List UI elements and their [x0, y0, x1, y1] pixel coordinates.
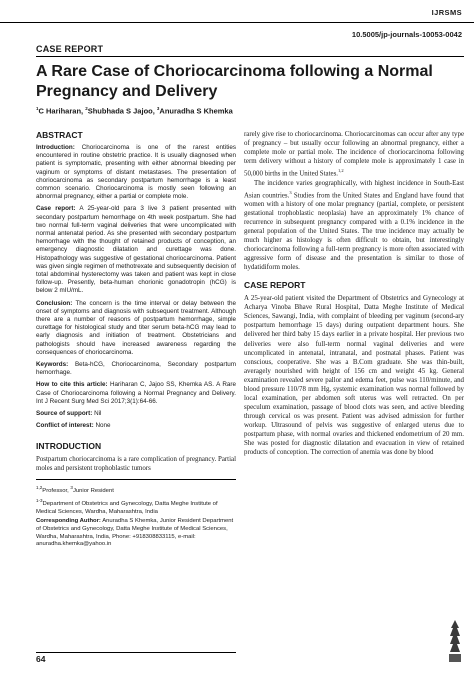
case-report-heading: CASE REPORT: [244, 280, 306, 291]
footnote-department: $^{1-3}$Department of Obstetrics and Gynecology, Datta Meghe Institute of Medical Sciences, Wardha, Maharashtra, India: [36, 498, 218, 515]
abstract-case-report: Case report: A 25-year-old para 3 live 3 patient presented with secondary postpartum hemorrhage on 4th week postpartum. She had two normal full-term vaginal deliveries that were uncomplicated with normal antenatal period. As she presented with secondary postpartum hemorrhage with the thought of retained products of conception, an emergency diagnostic dilatation and curettage was done. Histopathology was suggestive of gestational choriocarcinoma. Patient was given single regimen of methotrexate and subsequently decision of total abdominal hysterectomy was taken and patient was kept in close follow-up. Presently, beta-human chorionic gonadotropin (hCG) is below 2 mIU/mL.: [36, 205, 236, 295]
abstract-conclusion: Conclusion: The concern is the time interval or delay between the onset of symptoms and diagnosis with subsequent treatment. Although there are a number of reasons of postpartum hemorrhage, simple curettage for histological study and titer serum beta-hCG may lead to early diagnosis and initiation of treatment. Obstetricians and pathologists should have increased awareness regarding the consequences of choriocarcinoma.: [36, 299, 236, 356]
source-of-support: Source of support: Nil: [36, 410, 102, 418]
introduction-heading: INTRODUCTION: [36, 440, 102, 451]
how-to-cite: How to cite this article: Hariharan C, Jajoo SS, Khemka AS. A Rare Case of Choriocarcinoma following a Normal Pregnancy and Delivery. Int J Recent Surg Med Sci 2017;3(1):64-66.: [36, 381, 237, 405]
footnote-corresponding-author: Corresponding Author: Anuradha S Khemka, Junior Resident Department of Obstetrics and Gynecology, Datta Meghe Institute of Medical Sciences, Wardha, Maharashtra, India, Phone: +918308833115, e-mail: anuradha.khemka@yahoo.in: [36, 518, 234, 548]
doi: 10.5005/jp-journals-10053-0042: [351, 30, 462, 39]
introduction-paragraph: Postpartum choriocarcinoma is a rare complication of pregnancy. Partial moles and persistent trophoblastic tumors: [36, 455, 236, 472]
authors: $^1$C Hariharan, $^2$Shubhada S Jajoo, $^3$Anuradha S Khemka: [36, 106, 233, 116]
right-paragraph-2: The incidence varies geographically, with highest incidence in South-East Asian countries.$^3$ Studies from the United States and England have found that women with a history of one molar pregnancy (partial, complete, or persistent gestational trophoblastic neoplasia) have an approximately 1% chance of recurrence in subsequent pregnancy compared with a 0.1% incidence in the general population of the United States. The true incidence may actually be much higher as histology is often difficult to obtain, but interestingly choriocarcinoma following a full-term pregnancy is more often associated with aggressive form of disease and the presentation is similar to those of hydatidiform moles.: [244, 179, 465, 272]
keywords: Keywords: Beta-hCG, Choriocarcinoma, Secondary postpartum hemorrhage.: [36, 361, 236, 377]
publisher-logo-icon: [448, 618, 462, 664]
left-column: [36, 130, 236, 551]
header-rule: [0, 22, 474, 23]
article-title: A Rare Case of Choriocarcinoma following a Normal Pregnancy and Delivery: [36, 63, 433, 100]
right-column: [244, 130, 464, 457]
type-rule: [36, 56, 464, 57]
abstract-heading: ABSTRACT: [36, 130, 83, 140]
journal-name: IJRSMS: [431, 8, 462, 17]
right-paragraph-1: rarely give rise to choriocarcinoma. Choriocarcinomas can occur after any type of pregnancy – but usually occur following an abnormal pregnancy, either a complete mole or partial mole. The incidence of choriocarcinoma following term delivery without a history of complete mole is approximately 1 case in 50,000 births in the United States.$^{1,2}$: [244, 131, 464, 178]
article-type: CASE REPORT: [36, 44, 104, 54]
footnote-affiliation-roles: $^{1,2}$Professor, $^3$Junior Resident: [36, 484, 114, 494]
conflict-of-interest: Conflict of interest: None: [36, 422, 111, 430]
footer-rule: [36, 652, 236, 653]
abstract-introduction: Introduction: Choriocarcinoma is one of the rarest entities encountered in routine obstetric practice. It is usually diagnosed when patient is symptomatic, presenting with either abnormal bleeding per vaginum or symptoms of distant metastases. The presentation of choriocarcinoma as secondary postpartum hemorrhage is a least common scenario. Choriocarcinoma is mostly seen following an abnormal pregnancy, either a partial or complete mole.: [36, 144, 236, 201]
case-report-paragraph: A 25-year-old patient visited the Department of Obstetrics and Gynecology at Acharya Vinoba Bhave Rural Hospital, Datta Meghe Institute of Medical Sciences, Sawangi, India, with complaint of bleeding per vaginum (second-ary postpartum hemorrhage 15 days) during outpatient department hours. She delivered her third baby 15 days earlier in a private hospital. Her previous two deliveries were also full-term normal vaginal deliveries and were uncomplicated in antenatal, intranatal, and postnatal phases. Patient was conscious, cooperative. She was a B.Com graduate. She was thin-built, averagely nourished with height of 156 cm and weight 45 kg. General examination revealed severe pallor and edema feet, pulse was 110/minute, and blood pressure 110/78 mm Hg, systemic examination was normal followed by local examination, per abdomen soft uterus was well retracted. On per speculum examination, passage of blood clots was seen, and active bleeding through cervical os was present. Patient was advised admission for further workup. Ultrasound of pelvis was suggestive of enlarged uterus due to postpartum phase, with normal ovaries and thickened endometrium of 20 mm. She was posted for diagnostic dilatation and evacuation in view of retained products of conception. The correction of anemia was done by blood: [244, 295, 464, 457]
footnote-rule: [36, 479, 236, 480]
page-number: 64: [36, 654, 46, 664]
